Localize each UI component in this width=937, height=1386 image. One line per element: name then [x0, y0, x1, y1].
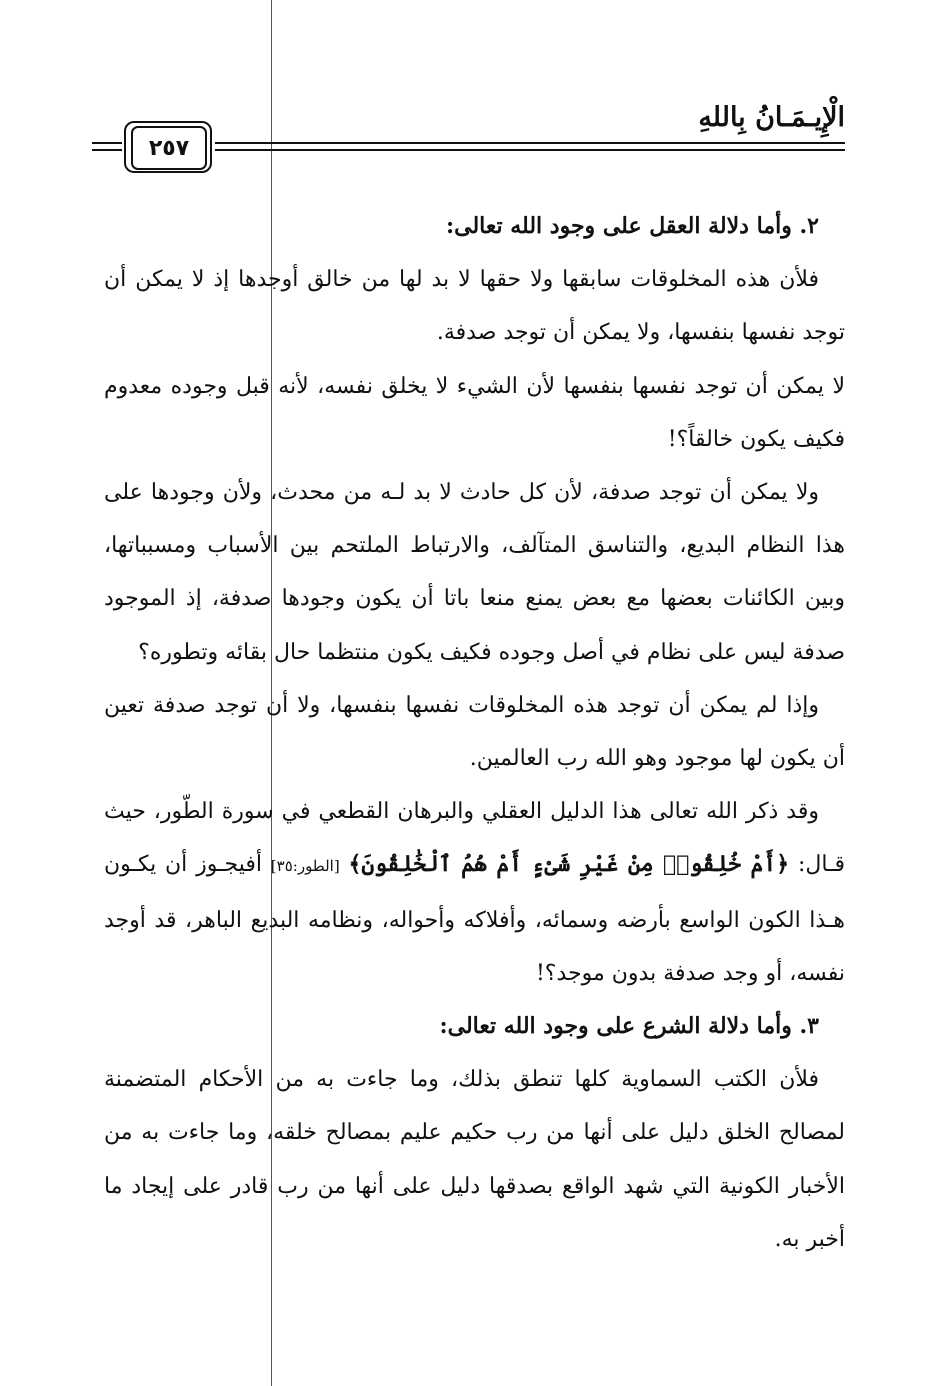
paragraph-5-question: أفيجـوز أن يكـون هـذا الكون الواسع بأرضه وسمائه، وأفلاكه وأحواله، ونظامه البديع الباهر، قد أوجد نفسه، أو وجد صدفة بدون موجد؟! [104, 852, 845, 986]
quran-verse: ﴿أَمْ خُلِقُوا۟ مِنْ غَيْرِ شَىْءٍ أَمْ هُمُ ٱلْخَٰلِقُونَ﴾ [348, 851, 790, 878]
verse-reference: [الطور:٣٥] [270, 857, 340, 876]
section-2-paragraph-4: وإذا لم يمكن أن توجد هذه المخلوقات نفسها بنفسها، ولا أن توجد صدفة تعين أن يكون لها موجود وهو الله رب العالمين. [104, 692, 845, 772]
header-rule-top [215, 142, 845, 144]
header-rule-bottom [215, 149, 845, 151]
header-rule-left-bottom [92, 149, 122, 151]
book-title: الْإِيـمَـانُ بِاللهِ [698, 102, 845, 133]
section-3-heading: ٣. وأما دلالة الشرع على وجود الله تعالى: [439, 1013, 819, 1040]
page-number: ٢٥٧ [131, 126, 207, 170]
section-2-paragraph-1: فلأن هذه المخلوقات سابقها ولا حقها لا بد لها من خالق أوجدها إذ لا يمكن أن توجد نفسها بنفسها، ولا يمكن أن توجد صدفة. [104, 267, 845, 346]
section-2-heading: ٢. وأما دلالة العقل على وجود الله تعالى: [445, 213, 819, 239]
header-rule-left-top [92, 142, 122, 144]
paragraph-5-intro: وقد ذكر الله تعالى هذا الدليل العقلي والبرهان القطعي في سورة الطّور، حيث قـال: [104, 799, 846, 878]
section-2-paragraph-5 [104, 785, 845, 1000]
page-body [104, 200, 845, 1266]
section-2-paragraph-2: لا يمكن أن توجد نفسها بنفسها لأن الشيء لا يخلق نفسه، لأنه قبل وجوده معدوم فكيف يكون خالقاً؟! [104, 373, 845, 452]
section-2-paragraph-3: ولا يمكن أن توجد صدفة، لأن كل حادث لا بد لـه من محدث، ولأن وجودها على هذا النظام البديع، والتناسق المتآلف، والارتباط الملتحم بين الأسباب ومسبباتها، وبين الكائنات بعضها مع بعض يمنع منعا باتا أن يكون وجودها صدفة، إذ الموجود صدفة ليس على نظام في أصل وجوده فكيف يكون منتظما حال بقائه وتطوره؟ [104, 480, 845, 665]
section-3-paragraph-1: فلأن الكتب السماوية كلها تنطق بذلك، وما جاءت به من الأحكام المتضمنة لمصالح الخلق دليل على أنها من رب حكيم عليم بمصالح خلقه، وما جاءت به من الأخبار الكونية التي شهد الواقع بصدقها دليل على أنها من رب قادر على إيجاد ما أخبر به. [104, 1067, 845, 1252]
